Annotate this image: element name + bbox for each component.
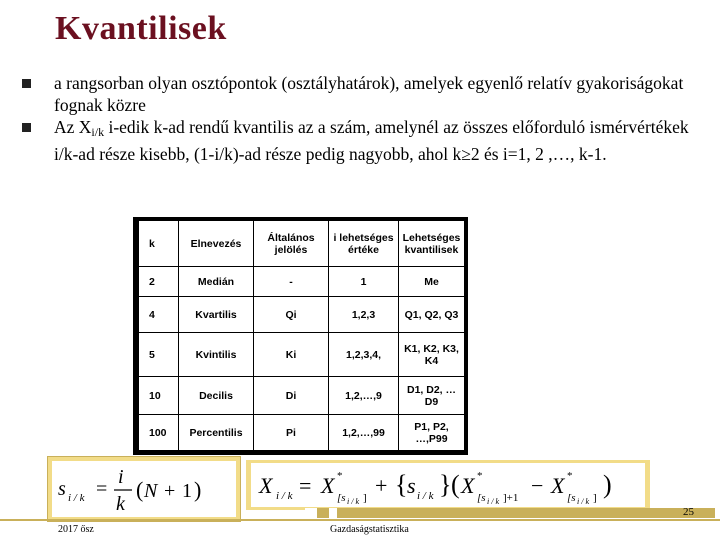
svg-text:{: {: [395, 470, 408, 499]
bullet-item-quantile: [22, 116, 712, 165]
table-cell: 1,2,…,9: [329, 377, 399, 415]
header-quantiles: Lehetséges kvantilisek: [399, 221, 464, 267]
svg-text:i / k: i / k: [68, 492, 85, 504]
svg-text:s: s: [407, 473, 416, 498]
bullet-item-definition: [22, 72, 712, 116]
formula-quantile-value: [246, 460, 650, 510]
table-cell: Me: [399, 267, 464, 297]
bullet-text: a rangsorban olyan osztópontok (osztályhatárok), amelyek egyenlő relatív gyakoriságokat fognak közre: [54, 73, 684, 115]
svg-text:[s: [s: [477, 492, 486, 504]
table-row: [139, 333, 464, 377]
bullet-square-icon: [22, 79, 31, 88]
footer-course: Gazdaságstatisztika: [330, 524, 409, 535]
svg-text:−: −: [531, 473, 544, 498]
table-cell: Kvintilis: [179, 333, 254, 377]
svg-text:N: N: [144, 480, 158, 502]
table-cell: D1, D2, … D9: [399, 377, 464, 415]
svg-text:k: k: [116, 493, 125, 515]
bullet-text-pre: Az X: [54, 117, 92, 137]
svg-text:]+1: ]+1: [503, 492, 519, 504]
svg-text:1: 1: [182, 480, 192, 502]
table-cell: Pi: [254, 415, 329, 451]
svg-text:(: (: [451, 470, 460, 499]
svg-text:=: =: [299, 473, 312, 498]
table-cell: Q1, Q2, Q3: [399, 297, 464, 333]
svg-text:*: *: [337, 470, 343, 482]
table-cell: 100: [139, 415, 179, 451]
header-name: Elnevezés: [179, 221, 254, 267]
svg-text:+: +: [164, 480, 176, 502]
bullet-subscript: i/k: [91, 125, 105, 139]
svg-text:=: =: [96, 478, 108, 500]
svg-text:+: +: [375, 473, 388, 498]
bullet-text-post: i-edik k-ad rendű kvantilis az a szám, amelynél az összes előforduló ismérvértékek i/k-ad része kisebb, (1-i/k)-ad része pedig nagyobb, ahol k≥2 és i=1, 2 ,…, k-1.: [54, 117, 689, 164]
svg-text:*: *: [477, 470, 483, 482]
svg-text:i: i: [118, 466, 124, 488]
footer-divider: [0, 519, 720, 521]
svg-text:X: X: [259, 473, 273, 498]
page-number: 25: [683, 506, 694, 518]
footer-term: 2017 ősz: [58, 524, 94, 535]
table-row: [139, 297, 464, 333]
svg-text:i / k: i / k: [577, 497, 589, 506]
table-row: [139, 415, 464, 451]
formula-quantile-value-inner: [251, 463, 645, 507]
svg-text:X: X: [461, 473, 475, 498]
bullet-list: [22, 72, 712, 165]
svg-text:]: ]: [363, 492, 367, 504]
svg-text:i / k: i / k: [347, 497, 359, 506]
svg-text:[s: [s: [337, 492, 346, 504]
svg-text:i / k: i / k: [276, 490, 293, 502]
table-row: [139, 267, 464, 297]
formula-quantile-svg: [251, 463, 645, 507]
header-i-values: i lehetséges értéke: [329, 221, 399, 267]
table-cell: Ki: [254, 333, 329, 377]
table-cell: 10: [139, 377, 179, 415]
table-cell: 5: [139, 333, 179, 377]
svg-text:): ): [194, 477, 202, 502]
bullet-square-icon: [22, 123, 31, 132]
table-row: [139, 377, 464, 415]
table-cell: P1, P2, …,P99: [399, 415, 464, 451]
formula-rank-svg: [52, 461, 234, 515]
svg-text:i / k: i / k: [487, 497, 499, 506]
formula-rank-position: [47, 456, 241, 522]
quantile-table-body: [139, 221, 464, 451]
table-cell: K1, K2, K3, K4: [399, 333, 464, 377]
table-cell: 1,2,…,99: [329, 415, 399, 451]
svg-text:i / k: i / k: [417, 490, 434, 502]
table-cell: 2: [139, 267, 179, 297]
formula-rank-position-inner: [52, 461, 236, 517]
header-notation: Általános jelölés: [254, 221, 329, 267]
table-cell: Qi: [254, 297, 329, 333]
table-cell: 4: [139, 297, 179, 333]
svg-text:): ): [603, 470, 612, 499]
svg-text:}: }: [439, 470, 452, 499]
table-cell: Kvartilis: [179, 297, 254, 333]
svg-text:s: s: [58, 478, 66, 500]
footer-decor-bar: [305, 508, 715, 518]
slide-title: Kvantilisek: [55, 10, 227, 47]
table-cell: 1,2,3,4,: [329, 333, 399, 377]
table-cell: Medián: [179, 267, 254, 297]
svg-text:(: (: [136, 477, 144, 502]
table-cell: Di: [254, 377, 329, 415]
svg-text:X: X: [321, 473, 335, 498]
svg-text:[s: [s: [567, 492, 576, 504]
quantile-table: [133, 217, 468, 455]
table-header-row: [139, 221, 464, 267]
table-cell: 1,2,3: [329, 297, 399, 333]
header-k: k: [139, 221, 179, 267]
table-cell: 1: [329, 267, 399, 297]
table-cell: Decilis: [179, 377, 254, 415]
svg-text:X: X: [551, 473, 565, 498]
table-cell: Percentilis: [179, 415, 254, 451]
table-cell: -: [254, 267, 329, 297]
svg-text:]: ]: [593, 492, 597, 504]
svg-text:*: *: [567, 470, 573, 482]
